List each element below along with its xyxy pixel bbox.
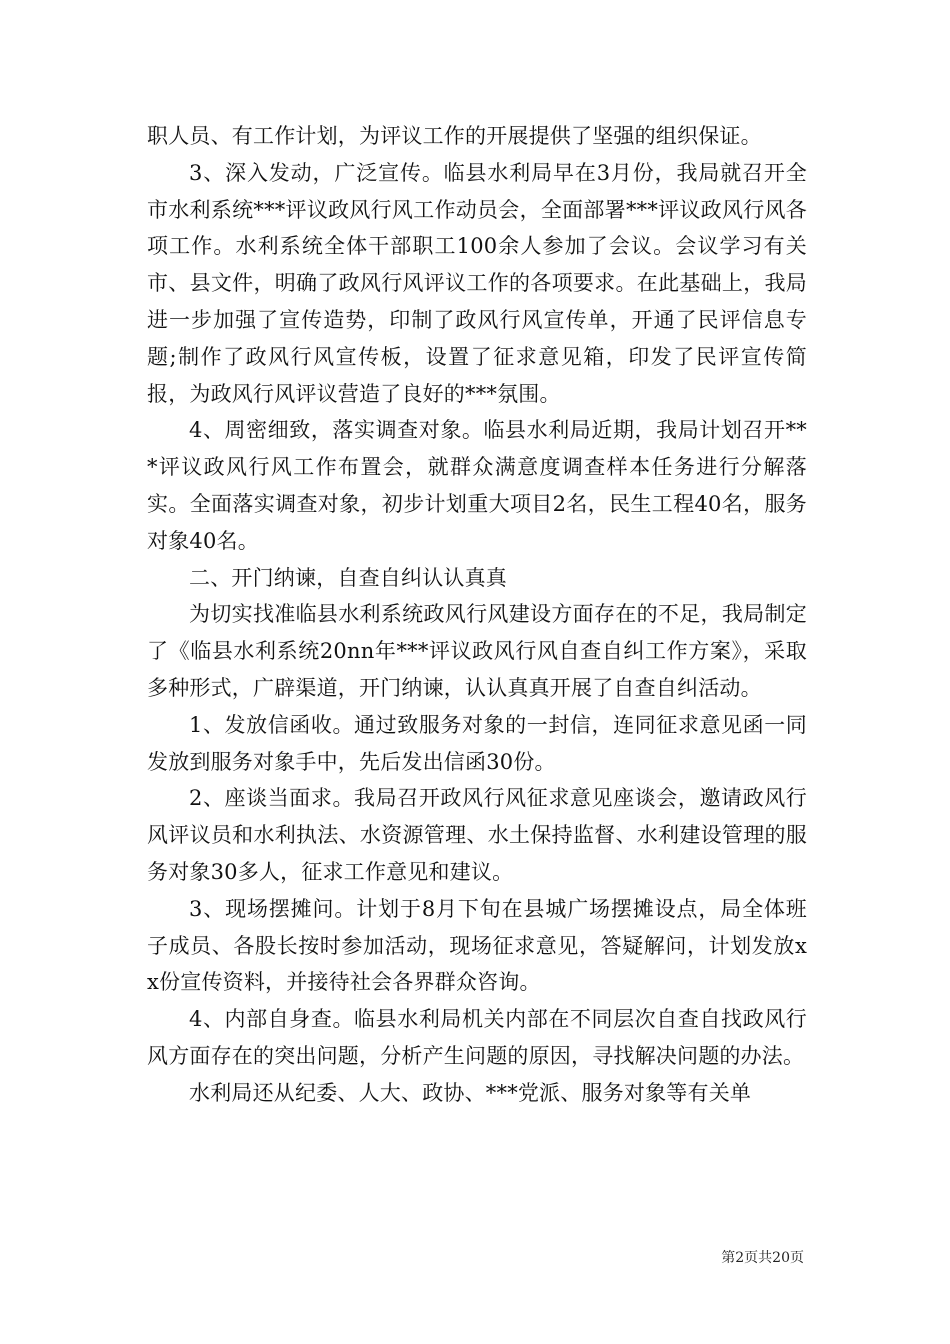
- paragraph-5: 为切实找准临县水利系统政风行风建设方面存在的不足，我局制定了《临县水利系统20nn年***评议政风行风自查自纠工作方案》，采取多种形式，广辟渠道，开门纳谏，认认真真开展了自查自纠活动。: [147, 602, 807, 700]
- paragraph-1: 职人员、有工作计划，为评议工作的开展提供了坚强的组织保证。: [147, 124, 762, 148]
- paragraph-2: 3、深入发动，广泛宣传。临县水利局早在3月份，我局就召开全市水利系统***评议政风行风工作动员会，全面部署***评议政风行风各项工作。水利系统全体干部职工100余人参加了会议。会议学习有关市、县文件，明确了政风行风评议工作的各项要求。在此基础上，我局进一步加强了宣传造势，印制了政风行风宣传单，开通了民评信息专题;制作了政风行风宣传板，设置了征求意见箱，印发了民评宣传简报，为政风行风评议营造了良好的***氛围。: [147, 160, 807, 406]
- paragraph-8: 3、现场摆摊问。计划于8月下旬在县城广场摆摊设点，局全体班子成员、各股长按时参加活动，现场征求意见，答疑解问，计划发放xx份宣传资料，并接待社会各界群众咨询。: [147, 896, 807, 995]
- document-body: [147, 118, 807, 1112]
- paragraph-3: 4、周密细致，落实调查对象。临县水利局近期，我局计划召开***评议政风行风工作布置会，就群众满意度调查样本任务进行分解落实。全面落实调查对象，初步计划重大项目2名，民生工程40名，服务对象40名。: [147, 418, 807, 553]
- page-number: 第2页共20页: [721, 1250, 804, 1266]
- paragraph-7: 2、座谈当面求。我局召开政风行风征求意见座谈会，邀请政风行风评议员和水利执法、水资源管理、水土保持监督、水利建设管理的服务对象30多人，征求工作意见和建议。: [147, 786, 807, 884]
- paragraph-10: 水利局还从纪委、人大、政协、***党派、服务对象等有关单: [189, 1080, 752, 1105]
- paragraph-6: 1、发放信函收。通过致服务对象的一封信，连同征求意见函一同发放到服务对象手中，先后发出信函30份。: [147, 712, 807, 774]
- paragraph-9: 4、内部自身查。临县水利局机关内部在不同层次自查自找政风行风方面存在的突出问题，分析产生问题的原因，寻找解决问题的办法。: [147, 1007, 807, 1068]
- section-heading: 二、开门纳谏，自查自纠认认真真: [189, 565, 507, 590]
